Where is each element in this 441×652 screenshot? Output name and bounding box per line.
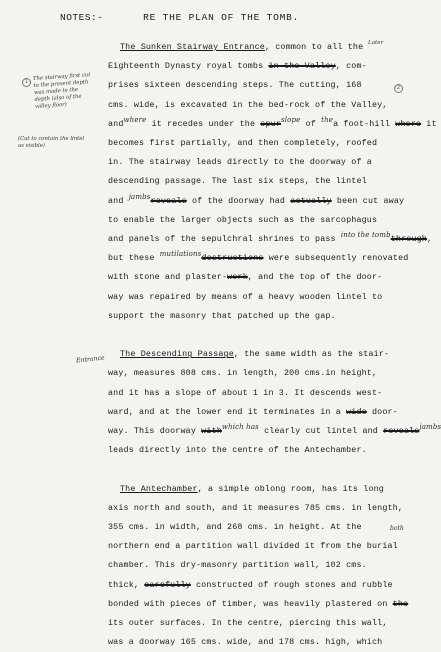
- text-line: its outer surfaces. In the centre, piercing this wall,: [108, 618, 388, 629]
- text-line: and panels of the sepulchral shrines to pass $^{into the tomb}$through,: [108, 231, 433, 245]
- document-header: [60, 12, 299, 23]
- deleted-text: spur: [260, 118, 282, 129]
- text-line: and $^{jambs}$reveals of the doorway had actually been cut away: [108, 192, 405, 206]
- section-heading-antechamber: The Antechamber: [120, 483, 198, 494]
- deleted-text: reveals: [150, 195, 187, 206]
- inserted-text: mutilations: [159, 250, 202, 259]
- text-line: prises sixteen descending steps. The cutting, 168: [108, 80, 362, 91]
- inserted-text: which has: [221, 423, 259, 432]
- notes-label: NOTES:-: [60, 12, 104, 23]
- deleted-text: in the Valley: [268, 61, 336, 72]
- inserted-text: into the tomb: [340, 231, 391, 240]
- deleted-text: the: [392, 598, 409, 609]
- deleted-text: with: [201, 426, 222, 437]
- text-line: axis north and south, and it measures 785 cms. in length,: [108, 502, 404, 513]
- text-line: support the masonry that patched up the gap.: [108, 310, 336, 321]
- text-line: 355 cms. in width, and 268 cms. in height. At the: [108, 522, 362, 533]
- inserted-text: slope: [281, 116, 301, 125]
- paragraph-gap: [108, 460, 413, 479]
- text-line: way, measures 808 cms. in length, 200 cms.in height,: [108, 368, 378, 379]
- text-line: way. This doorway with$^{which has}$ clearly cut lintel and reveals$^{jambs}$: [108, 423, 441, 437]
- section-heading-stairway: The Sunken Stairway Entrance: [120, 42, 265, 52]
- text-line: in. The stairway leads directly to the doorway of a: [108, 157, 372, 168]
- deleted-text: where: [395, 118, 422, 129]
- text-line: becomes first partially, and then completely, roofed: [108, 138, 378, 149]
- deleted-text: actually: [290, 195, 332, 206]
- document-title: RE THE PLAN OF THE TOMB.: [143, 12, 300, 23]
- text-line: thick, carefully constructed of rough stones and rubble: [108, 579, 393, 590]
- margin-note-stairway-depth: The stairway first cut to the present depth was made to the depth (also of the valley floor): [32, 72, 91, 110]
- paragraph-passage: [108, 345, 441, 460]
- deleted-text: through: [390, 234, 427, 245]
- paragraph-antechamber: [108, 480, 413, 652]
- deleted-text: carefully: [144, 579, 191, 590]
- inserted-text: the: [321, 116, 334, 125]
- text-line: ward, and at the lower end it terminates in a wide door-: [108, 406, 398, 417]
- text-line: descending passage. The last six steps, the lintel: [108, 176, 367, 187]
- deleted-text: work: [227, 272, 248, 283]
- text-line: but these $^{mutilations}$destructions were subsequently renovated: [108, 250, 409, 264]
- deleted-text: destructions: [201, 253, 264, 264]
- margin-note-lintel: (Cut to contain the lintel as visible): [18, 136, 85, 149]
- text-line: The Descending Passage, the same width as the stair-: [120, 349, 390, 360]
- text-line: to enable the larger objects such as the sarcophagus: [108, 214, 378, 225]
- text-line: was a doorway 165 cms. wide, and 178 cms. high, which: [108, 637, 383, 648]
- text-line: The Antechamber, a simple oblong room, has its long: [120, 483, 384, 494]
- paragraph-stairway: [108, 38, 437, 326]
- document-body: [108, 38, 441, 652]
- text-line: northern end a partition wall divided it from the burial: [108, 541, 398, 552]
- inserted-text: where: [123, 116, 147, 125]
- text-line: chamber. This dry-masonry partition wall, 102 cms.: [108, 560, 367, 571]
- circle-mark-1: 1: [22, 78, 31, 87]
- text-line: leads directly into the centre of the Antechamber.: [108, 445, 367, 456]
- margin-note-entrance: Entrance: [75, 354, 106, 365]
- inserted-text: jambs: [419, 423, 441, 432]
- deleted-text: wide: [346, 406, 367, 417]
- circle-mark-2: 2: [394, 84, 403, 93]
- margin-note-both: both: [390, 525, 404, 532]
- deleted-text: reveals: [383, 426, 420, 437]
- margin-note-later: Later: [368, 40, 384, 46]
- text-line: bonded with pieces of timber, was heavily plastered on the: [108, 598, 409, 609]
- text-line: cms. wide, is excavated in the bed-rock of the Valley,: [108, 99, 388, 110]
- text-line: way was repaired by means of a heavy wooden lintel to: [108, 291, 383, 302]
- text-line: and it has a slope of about 1 in 3. It descends west-: [108, 387, 383, 398]
- section-heading-passage: The Descending Passage: [120, 349, 234, 360]
- text-line: with stone and plaster-work, and the top of the door-: [108, 272, 383, 283]
- text-line: Eighteenth Dynasty royal tombs in the Valley, com-: [108, 61, 367, 72]
- text-line: The Sunken Stairway Entrance, common to all the: [120, 42, 364, 52]
- paragraph-gap: [108, 326, 413, 345]
- text-line: and$^{where}$ it recedes under the spur$^{slope}$ of $^{the}$a foot-hill where it: [108, 116, 437, 129]
- inserted-text: jambs: [128, 192, 151, 201]
